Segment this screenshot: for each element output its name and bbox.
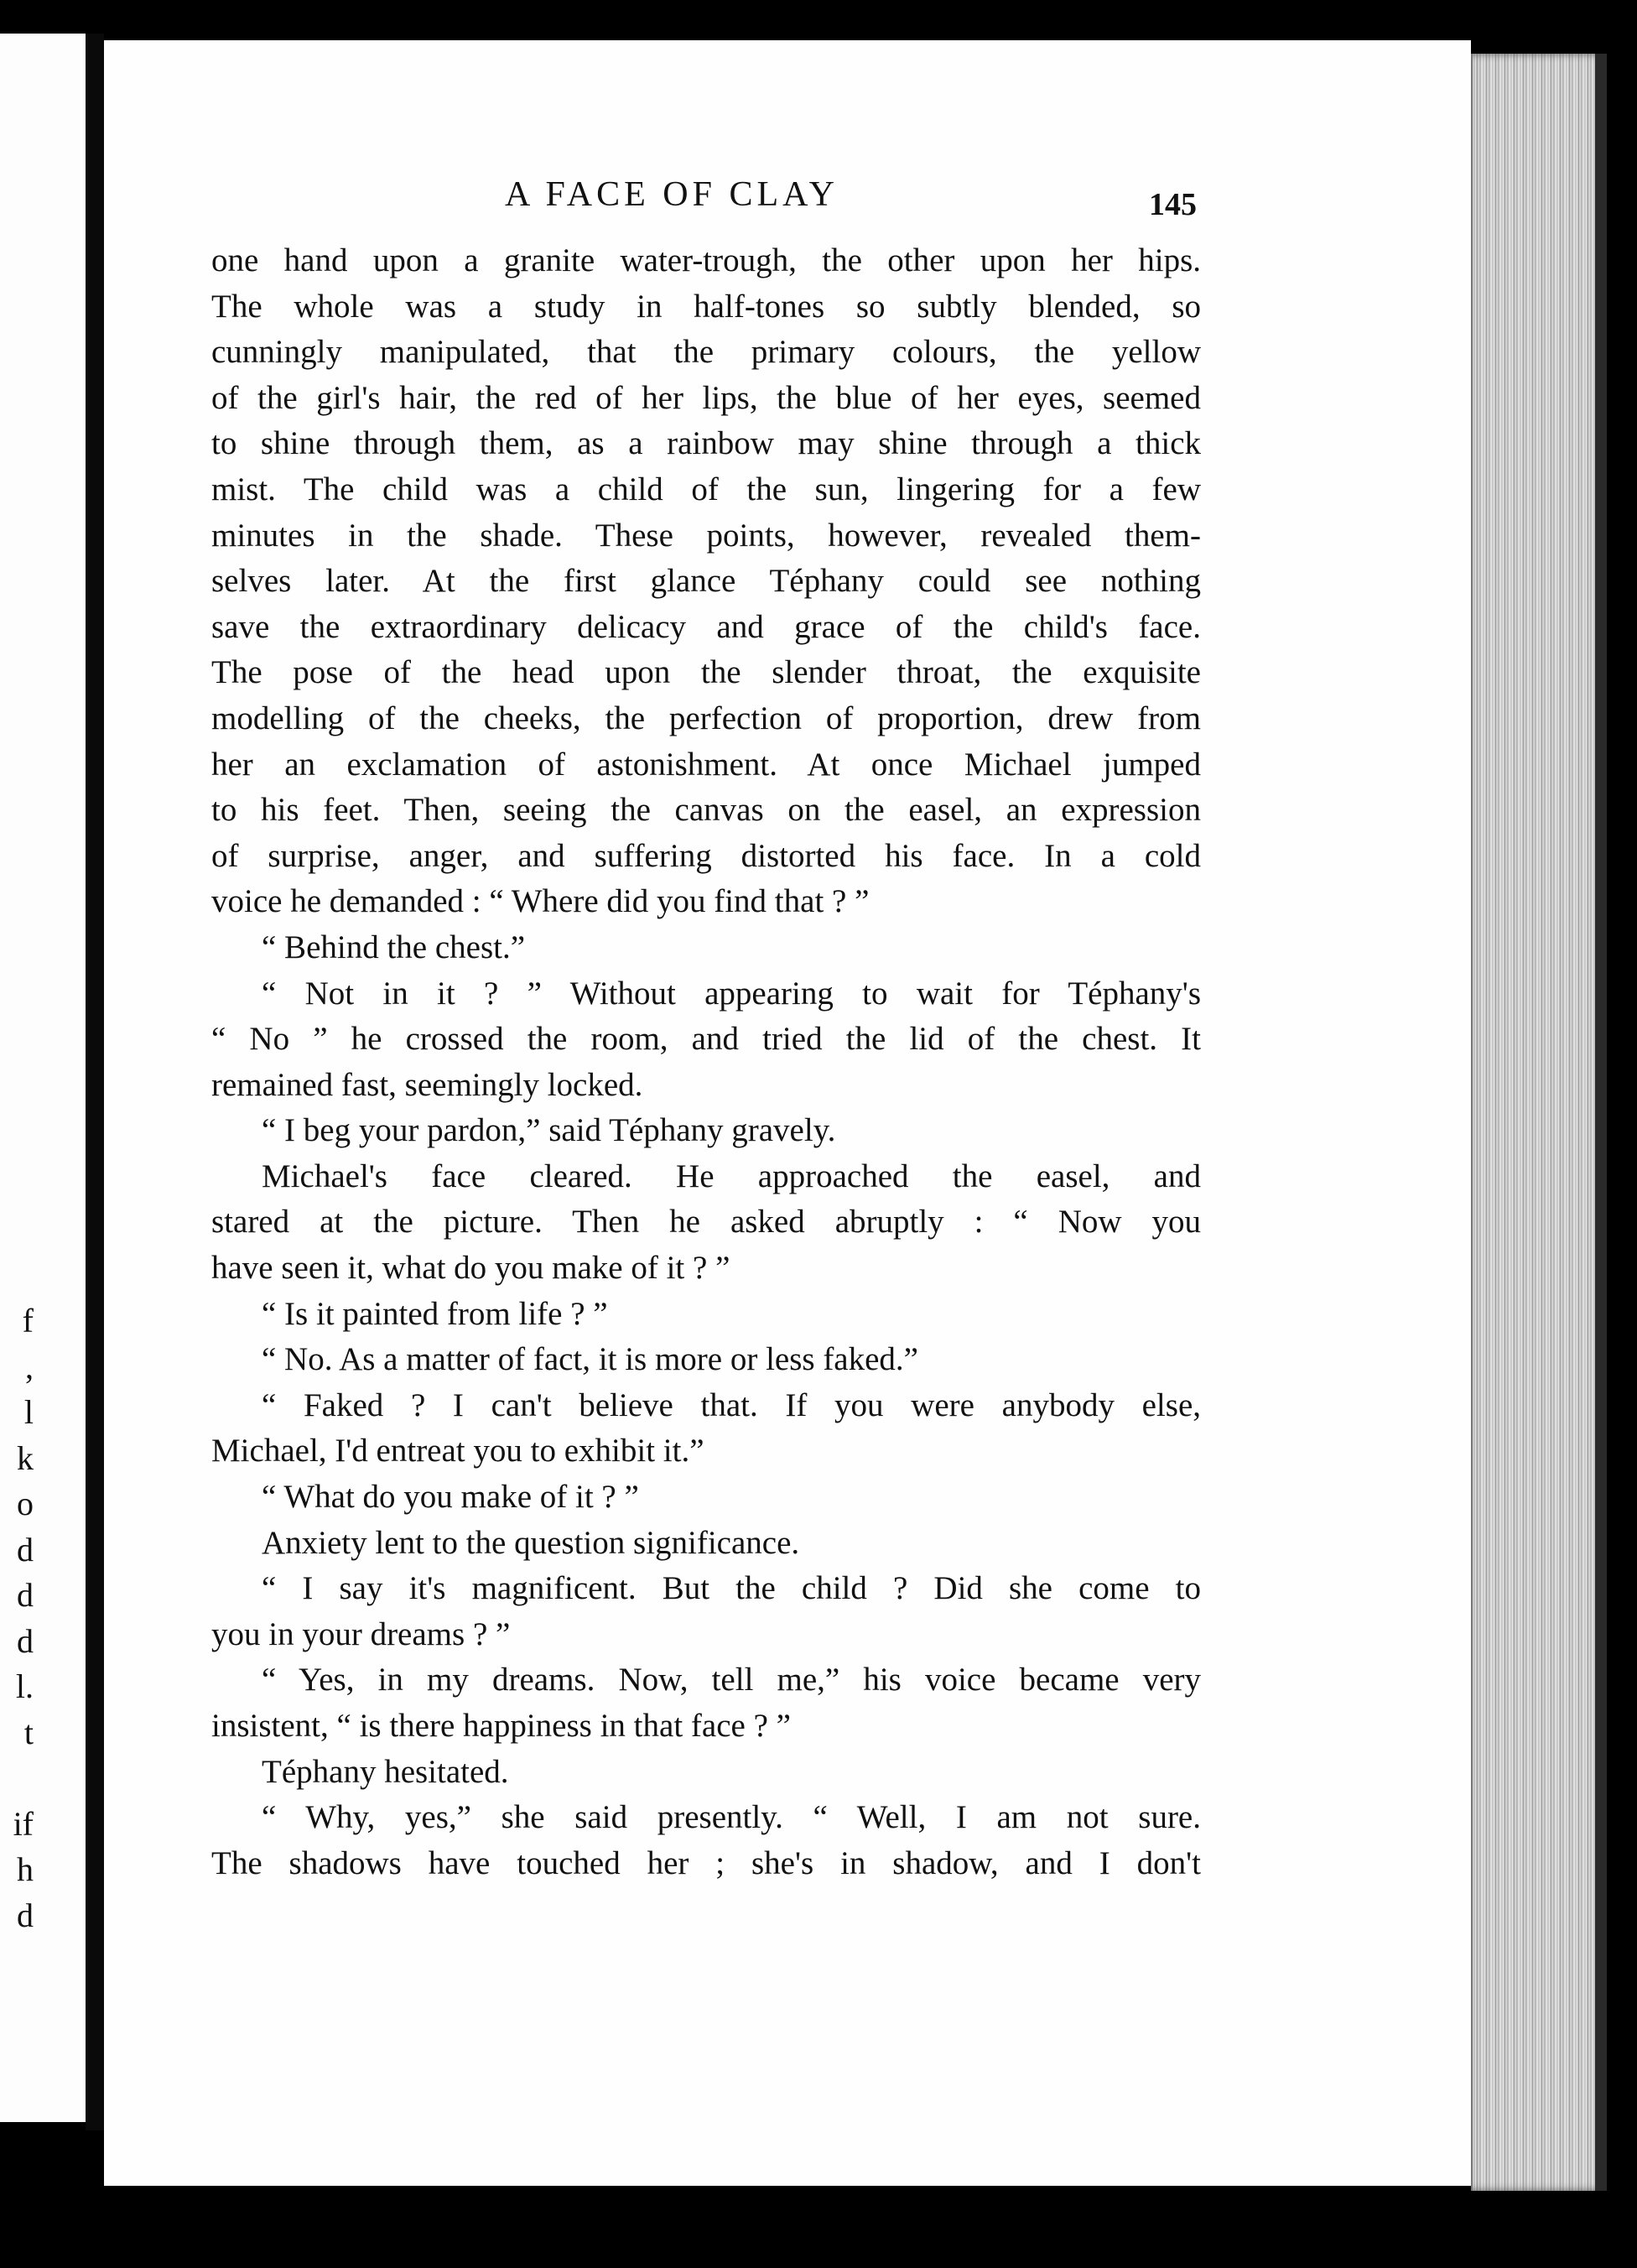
text-line: have seen it, what do you make of it ? ” <box>211 1250 730 1287</box>
text-line: The pose of the head upon the slender throat, the exquisite <box>211 654 1201 691</box>
body-text <box>211 238 1201 1886</box>
left-page-fragment: f <box>22 1302 34 1339</box>
text-line: “ What do you make of it ? ” <box>262 1479 639 1516</box>
text-line: voice he demanded : “ Where did you find that ? ” <box>211 883 870 920</box>
text-line: of surprise, anger, and suffering distorted his face. In a cold <box>211 837 1201 874</box>
text-line: Michael's face cleared. He approached the easel, and <box>262 1157 1201 1194</box>
text-line: stared at the picture. Then he asked abruptly : “ Now you <box>211 1204 1201 1241</box>
left-page-fragment: o <box>17 1485 34 1522</box>
text-line: her an exclamation of astonishment. At once Michael jumped <box>211 746 1201 783</box>
text-line: insistent, “ is there happiness in that face ? ” <box>211 1708 791 1744</box>
text-line: “ Not in it ? ” Without appearing to wait for Téphany's <box>262 975 1201 1012</box>
text-line: cunningly manipulated, that the primary colours, the yellow <box>211 334 1201 371</box>
text-line: “ Behind the chest.” <box>262 929 526 965</box>
text-line: “ Yes, in my dreams. Now, tell me,” his voice became very <box>262 1662 1201 1698</box>
text-line: selves later. At the first glance Téphany could see nothing <box>211 563 1201 600</box>
text-line: you in your dreams ? ” <box>211 1615 511 1652</box>
text-line: “ Faked ? I can't believe that. If you were anybody else, <box>262 1386 1201 1423</box>
left-page-fragment: , <box>25 1347 34 1386</box>
running-head: A FACE OF CLAY <box>505 175 839 214</box>
left-page-fragment: d <box>17 1576 34 1614</box>
left-page-fragment: d <box>17 1530 34 1568</box>
text-line: to his feet. Then, seeing the canvas on the easel, an expression <box>211 792 1201 829</box>
page-number: 145 <box>1149 187 1197 222</box>
left-page-fragment: k <box>17 1438 34 1477</box>
left-page-fragment: l. <box>15 1667 34 1705</box>
left-page-fragment: if <box>13 1804 34 1843</box>
text-line: The whole was a study in half-tones so subtly blended, so <box>211 288 1201 325</box>
text-line: “ Why, yes,” she said presently. “ Well, I am not sure. <box>262 1799 1201 1836</box>
text-line: “ Is it painted from life ? ” <box>262 1295 608 1332</box>
text-line: “ I beg your pardon,” said Téphany gravely. <box>262 1112 836 1149</box>
left-facing-page <box>0 34 88 2122</box>
text-line: of the girl's hair, the red of her lips, the blue of her eyes, seemed <box>211 379 1201 416</box>
text-line: save the extraordinary delicacy and grace of the child's face. <box>211 608 1201 645</box>
left-page-fragment: l <box>23 1393 34 1431</box>
text-line: “ I say it's magnificent. But the child ? Did she come to <box>262 1570 1201 1607</box>
left-page-fragment: t <box>23 1713 34 1751</box>
text-line: minutes in the shade. These points, however, revealed them- <box>211 517 1201 554</box>
text-line: one hand upon a granite water-trough, the other upon her hips. <box>211 242 1201 278</box>
book-gutter <box>86 34 104 2130</box>
text-line: Anxiety lent to the question significance. <box>262 1524 800 1561</box>
text-line: modelling of the cheeks, the perfection of proportion, drew from <box>211 700 1201 736</box>
left-page-fragment: d <box>17 1896 34 1934</box>
text-line: The shadows have touched her ; she's in shadow, and I don't <box>211 1844 1201 1881</box>
left-page-fragment <box>0 1756 34 1802</box>
text-line: Michael, I'd entreat you to exhibit it.” <box>211 1433 704 1470</box>
text-line: “ No. As a matter of fact, it is more or less faked.” <box>262 1341 918 1378</box>
text-line: Téphany hesitated. <box>262 1753 509 1790</box>
left-page-text-fragments <box>0 1298 34 1938</box>
left-page-fragment: d <box>17 1621 34 1660</box>
text-line: to shine through them, as a rainbow may shine through a thick <box>211 425 1201 462</box>
text-line: “ No ” he crossed the room, and tried the lid of the chest. It <box>211 1021 1201 1058</box>
text-line: remained fast, seemingly locked. <box>211 1066 643 1103</box>
page-fore-edge <box>1471 54 1607 2191</box>
text-line: mist. The child was a child of the sun, lingering for a few <box>211 471 1201 507</box>
left-page-fragment: h <box>17 1850 34 1888</box>
